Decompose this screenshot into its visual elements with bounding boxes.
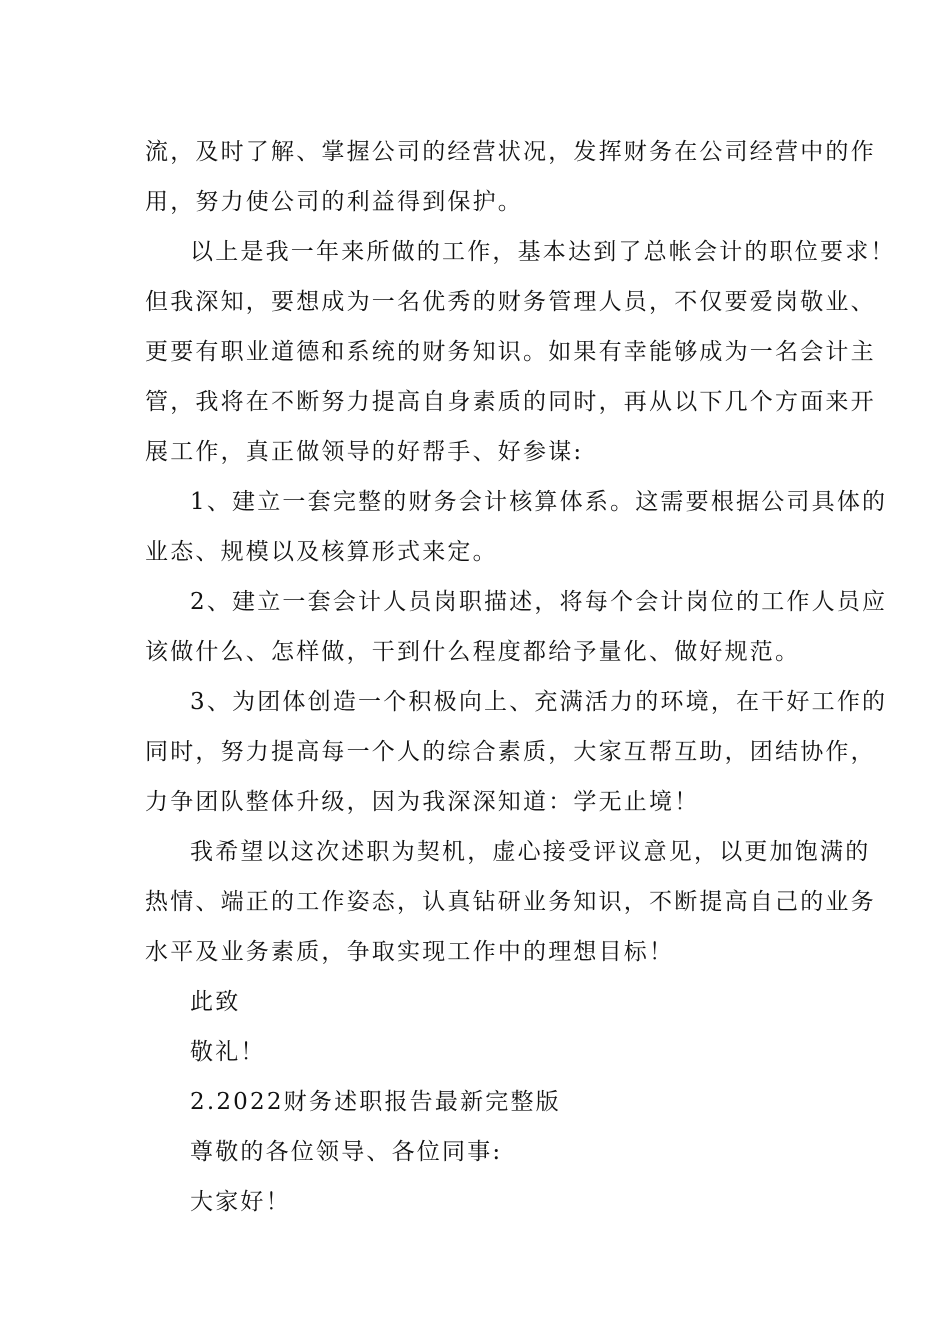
greeting-line: 大家好！ [190,1189,291,1215]
text-line: 热情、端正的工作姿态，认真钻研业务知识，不断提高自己的业务 [145,889,876,915]
text-line: 以上是我一年来所做的工作，基本达到了总帐会计的职位要求！ [190,239,896,265]
text-line: 3、为团体创造一个积极向上、充满活力的环境，在干好工作的 [190,689,888,715]
closing-salutation: 此致 [190,989,241,1015]
greeting-line: 尊敬的各位领导、各位同事: [190,1139,503,1165]
text-line: 用，努力使公司的利益得到保护。 [145,189,523,215]
text-line: 水平及业务素质，争取实现工作中的理想目标！ [145,939,675,965]
text-line: 管，我将在不断努力提高自身素质的同时，再从以下几个方面来开 [145,389,876,415]
closing-regards: 敬礼！ [190,1039,266,1065]
text-line: 我希望以这次述职为契机，虚心接受评议意见，以更加饱满的 [190,839,871,865]
text-line: 业态、规模以及核算形式来定。 [145,539,498,565]
text-line: 展工作，真正做领导的好帮手、好参谋: [145,439,584,465]
text-line: 更要有职业道德和系统的财务知识。如果有幸能够成为一名会计主 [145,339,876,365]
text-line: 力争团队整体升级，因为我深深知道：学无止境！ [145,789,700,815]
text-line: 2、建立一套会计人员岗职描述，将每个会计岗位的工作人员应 [190,589,888,615]
text-line: 流，及时了解、掌握公司的经营状况，发挥财务在公司经营中的作 [145,139,876,165]
text-line: 但我深知，要想成为一名优秀的财务管理人员，不仅要爱岗敬业、 [145,289,876,315]
text-line: 该做什么、怎样做，干到什么程度都给予量化、做好规范。 [145,639,801,665]
text-line: 同时，努力提高每一个人的综合素质，大家互帮互助，团结协作， [145,739,876,765]
section-heading: 2.2022财务述职报告最新完整版 [190,1089,561,1115]
text-line: 1、建立一套完整的财务会计核算体系。这需要根据公司具体的 [190,489,888,515]
